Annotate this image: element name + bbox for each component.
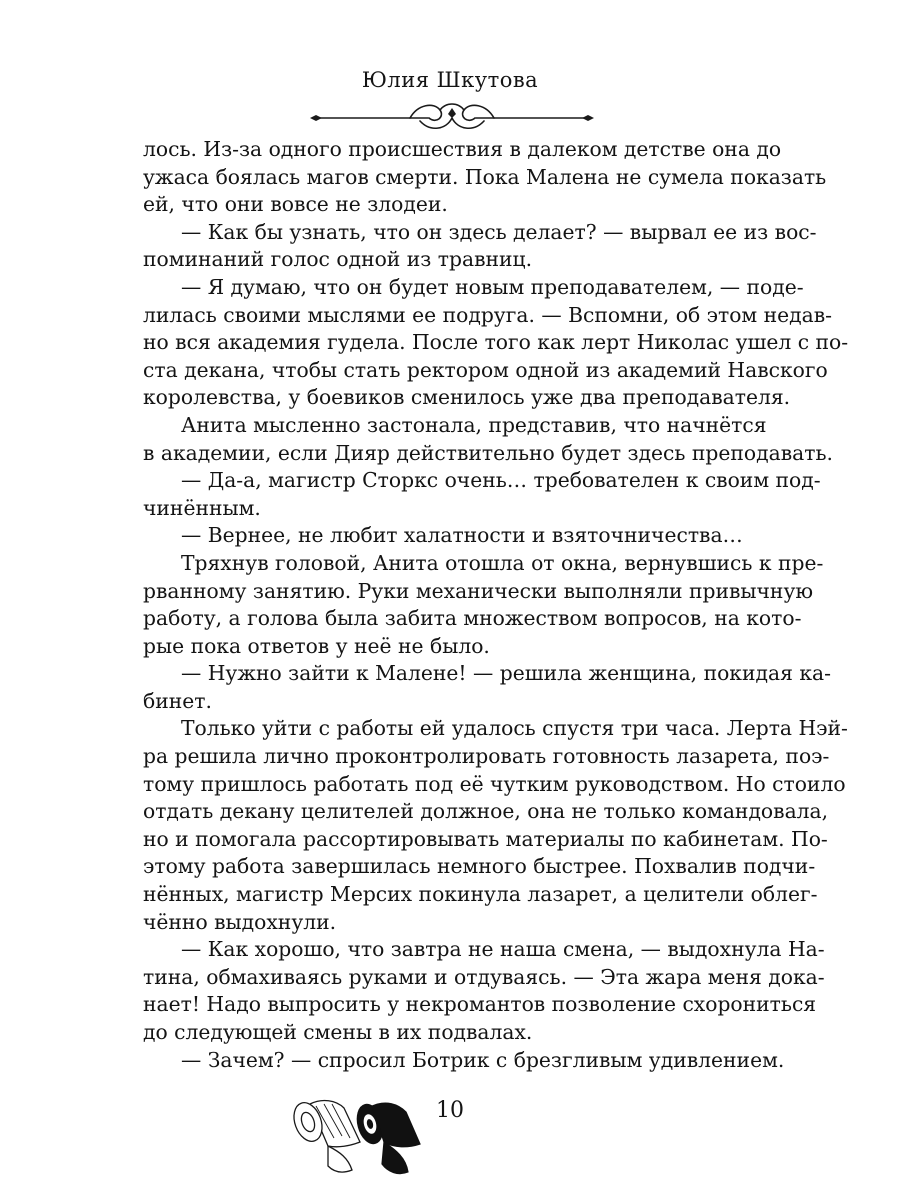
text-line: рые пока ответов у неё не было. — [143, 633, 490, 658]
text-line: ра решила лично проконтролировать готовность лазарета, поэ- — [143, 744, 830, 769]
text-line: тому пришлось работать под её чутким руководством. Но стоило — [143, 771, 846, 796]
text-line: Только уйти с работы ей удалось спустя три часа. Лерта Нэй- — [181, 716, 848, 741]
text-line: — Я думаю, что он будет новым преподавателем, — поде- — [181, 274, 804, 299]
text-line: лось. Из-за одного происшествия в далеком детстве она до — [143, 137, 782, 161]
text-line: бинет. — [143, 688, 212, 713]
text-line: ей, что они вовсе не злодеи. — [143, 192, 448, 217]
text-line: отдать декану целителей должное, она не только командовала, — [143, 799, 829, 824]
text-line: чённо выдохнули. — [143, 909, 337, 934]
text-line: этому работа завершилась немного быстрее. Похвалив подчи- — [143, 854, 816, 879]
text-line: королевства, у боевиков сменилось уже два преподавателя. — [143, 385, 791, 410]
text-line: но вся академия гудела. После того как лерт Николас ушел с по- — [143, 330, 849, 355]
text-line: чинённым. — [143, 495, 261, 520]
text-line: тина, обмахиваясь руками и отдуваясь. — Эта жара меня дока- — [143, 964, 825, 989]
text-line: но и помогала рассортировывать материалы по кабинетам. По- — [143, 826, 828, 851]
text-line: до следующей смены в их подвалах. — [143, 1020, 533, 1044]
text-line: Анита мысленно застонала, представив, что начнётся — [181, 412, 767, 437]
text-line: рванному занятию. Руки механически выполняли привычную — [143, 578, 814, 603]
text-line: работу, а голова была забита множеством вопросов, на кото- — [143, 606, 802, 631]
text-line: — Зачем? — спросил Ботрик с брезгливым удивлением. — [181, 1047, 785, 1072]
bandage-rolls-icon — [288, 1086, 438, 1186]
running-header-author: Юлия Шкутова — [361, 68, 539, 92]
page-number: 10 — [436, 1098, 464, 1123]
text-line: — Нужно зайти к Малене! — решила женщина, покидая ка- — [181, 661, 831, 686]
text-line: Тряхнув головой, Анита отошла от окна, вернувшись к пре- — [181, 550, 824, 575]
text-line: лилась своими мыслями ее подруга. — Вспомни, об этом недав- — [143, 302, 833, 327]
text-line: — Да-а, магистр Сторкс очень… требователен к своим под- — [181, 468, 821, 493]
text-line: ста декана, чтобы стать ректором одной из академий Навского — [143, 357, 828, 382]
text-line: нает! Надо выпросить у некромантов позволение схорониться — [143, 992, 817, 1017]
text-line: ужаса боялась магов смерти. Пока Малена не сумела показать — [143, 164, 827, 189]
body-text — [143, 136, 849, 1074]
text-line: — Как хорошо, что завтра не наша смена, — выдохнула На- — [181, 937, 825, 962]
text-line: нённых, магистр Мерсих покинула лазарет, а целители облег- — [143, 882, 818, 907]
flourish-divider-icon — [308, 96, 596, 136]
text-line: поминаний голос одной из травниц. — [143, 247, 533, 272]
text-line: — Как бы узнать, что он здесь делает? — вырвал ее из вос- — [181, 219, 817, 244]
text-line: в академии, если Дияр действительно будет здесь преподавать. — [143, 440, 833, 465]
text-line: — Вернее, не любит халатности и взяточничества… — [181, 523, 743, 548]
